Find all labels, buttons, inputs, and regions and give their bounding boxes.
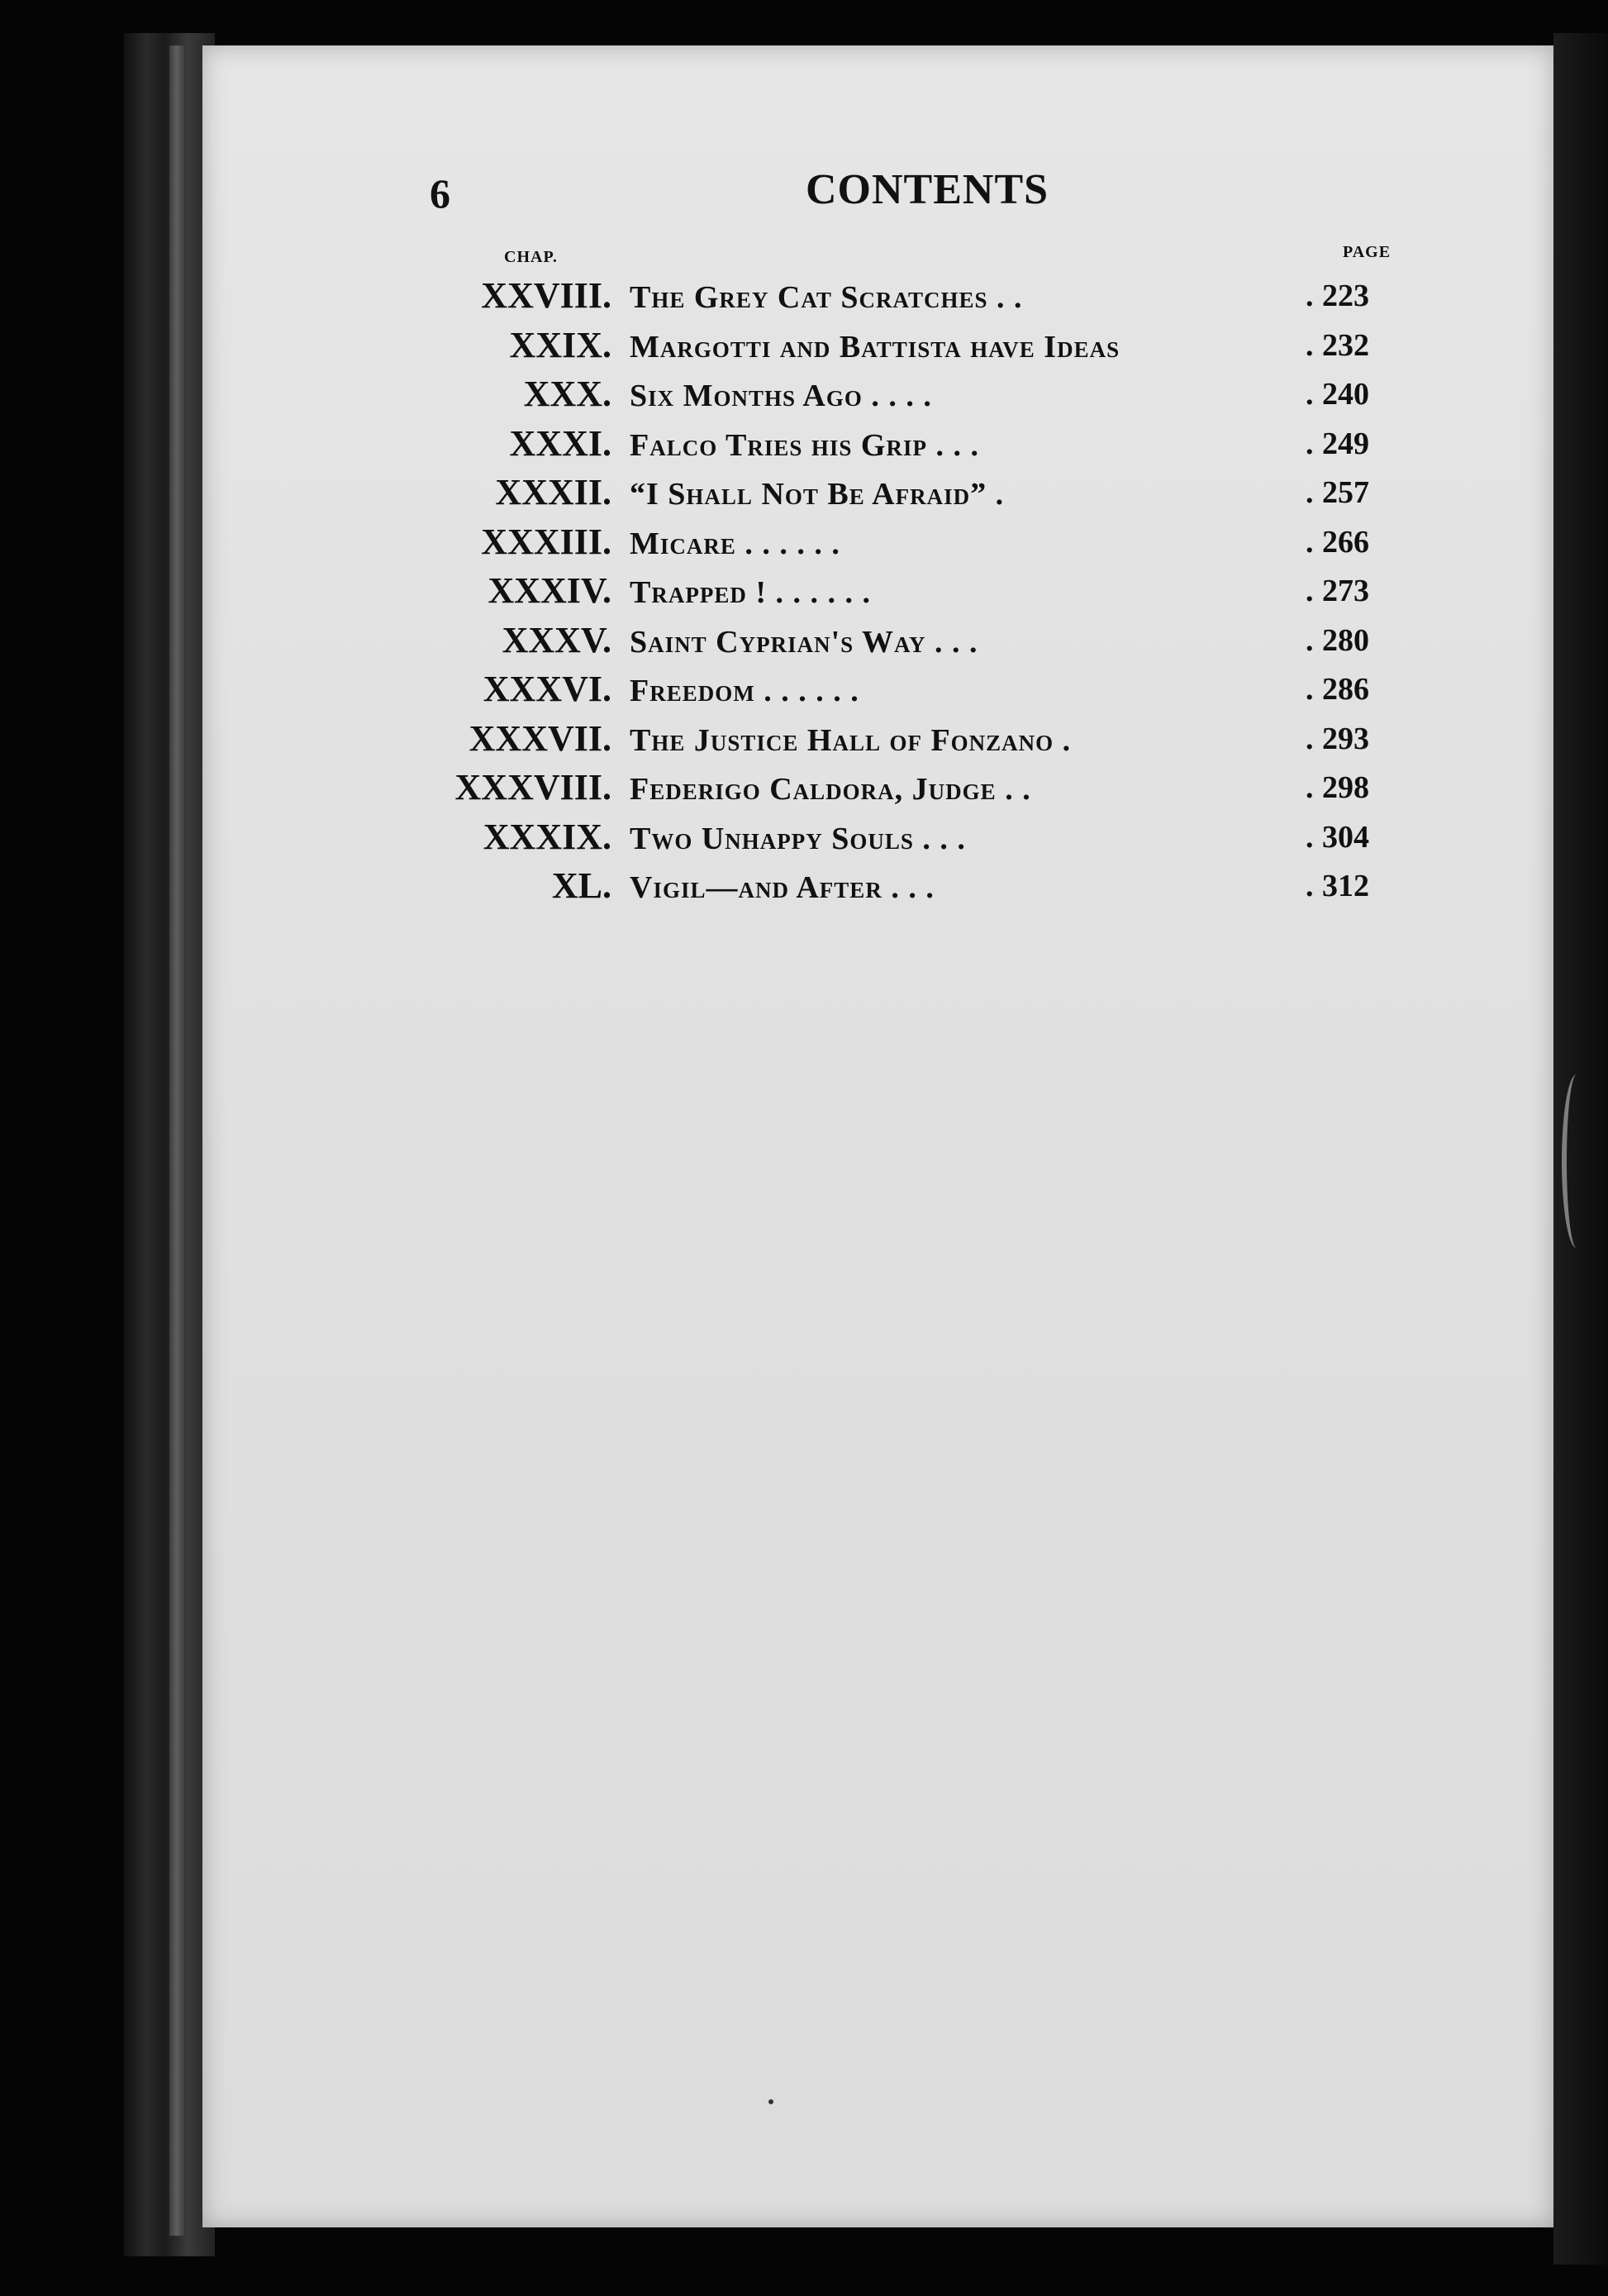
page-ref: 304 (1322, 819, 1369, 855)
chapter-number: XXX. (523, 374, 611, 414)
leader-dot: . (1306, 819, 1314, 855)
chapter-title: Vigil—and After . . . (630, 870, 935, 905)
leader-dot: . (1306, 524, 1314, 560)
toc-entry (413, 321, 1438, 370)
chapter-number: XXXIV. (488, 570, 611, 611)
leader-dot: . (1306, 770, 1314, 805)
chapter-title: The Justice Hall of Fonzano . (630, 722, 1072, 758)
page-ref: 293 (1322, 721, 1369, 756)
leader-dot: . (1306, 377, 1314, 412)
chapter-title: Federigo Caldora, Judge . . (630, 772, 1031, 807)
chapter-title: The Grey Cat Scratches . . (630, 280, 1023, 315)
toc-entry (413, 566, 1438, 616)
speck-mark (768, 2099, 773, 2104)
toc-entry (413, 616, 1438, 665)
toc-entry (413, 812, 1438, 862)
chapter-number: XXXII. (495, 472, 611, 512)
chapter-column-label: CHAP. (504, 248, 558, 266)
clip-mark (1562, 1074, 1591, 1248)
chapter-number: XXXVII. (469, 717, 611, 759)
page-column-label: PAGE (1343, 243, 1392, 261)
chapter-title: Trapped ! . . . . . . (630, 575, 871, 610)
page-ref: 312 (1322, 869, 1369, 903)
toc-entry (413, 419, 1438, 469)
leader-dot: . (1306, 327, 1314, 363)
leader-dot: . (1306, 721, 1314, 756)
toc-entry (413, 517, 1438, 567)
chapter-title: Six Months Ago . . . . (630, 379, 932, 413)
page-ref: 223 (1322, 279, 1369, 313)
chapter-title: Saint Cyprian's Way . . . (630, 624, 978, 660)
leader-dot: . (1306, 475, 1314, 510)
leader-dot: . (1306, 279, 1314, 313)
toc-entry (413, 468, 1438, 517)
page-heading: CONTENTS (806, 166, 1049, 213)
page-ref: 273 (1322, 574, 1369, 608)
table-of-contents (413, 271, 1438, 911)
page-ref: 249 (1322, 426, 1369, 461)
page-ref: 240 (1322, 377, 1369, 412)
leader-dot: . (1306, 426, 1314, 461)
toc-entry (413, 861, 1438, 911)
toc-entry (413, 369, 1438, 419)
toc-entry (413, 271, 1438, 321)
chapter-number: XXXIX. (483, 816, 611, 857)
page-ref: 286 (1322, 672, 1369, 707)
leader-dot: . (1306, 672, 1314, 707)
chapter-number: XXXI. (509, 422, 611, 464)
toc-entry (413, 763, 1438, 812)
page-number: 6 (430, 170, 450, 217)
page-ref: 257 (1322, 475, 1369, 510)
page-ref: 266 (1322, 524, 1369, 560)
chapter-title: Freedom . . . . . . (630, 674, 859, 708)
chapter-title: Falco Tries his Grip . . . (630, 427, 979, 463)
toc-entry (413, 714, 1438, 764)
chapter-number: XXXVIII. (454, 767, 611, 807)
chapter-number: XXXV. (502, 619, 611, 660)
chapter-title: Micare . . . . . . (630, 526, 840, 561)
leader-dot: . (1306, 574, 1314, 608)
page-ref: 232 (1322, 327, 1369, 363)
leader-dot: . (1306, 869, 1314, 903)
chapter-number: XXXIII. (481, 521, 611, 562)
chapter-title: Margotti and Battista have Ideas (630, 329, 1120, 364)
chapter-number: XXIX. (509, 324, 611, 365)
chapter-title: Two Unhappy Souls . . . (630, 821, 966, 856)
page-ref: 280 (1322, 622, 1369, 658)
chapter-number: XXXVI. (483, 669, 611, 709)
toc-entry (413, 665, 1438, 714)
chapter-number: XL. (551, 865, 611, 906)
leader-dot: . (1306, 622, 1314, 658)
spine-edge (169, 45, 184, 2236)
chapter-title: “I Shall Not Be Afraid” . (630, 477, 1005, 512)
page-ref: 298 (1322, 770, 1369, 805)
chapter-number: XXVIII. (481, 275, 611, 316)
